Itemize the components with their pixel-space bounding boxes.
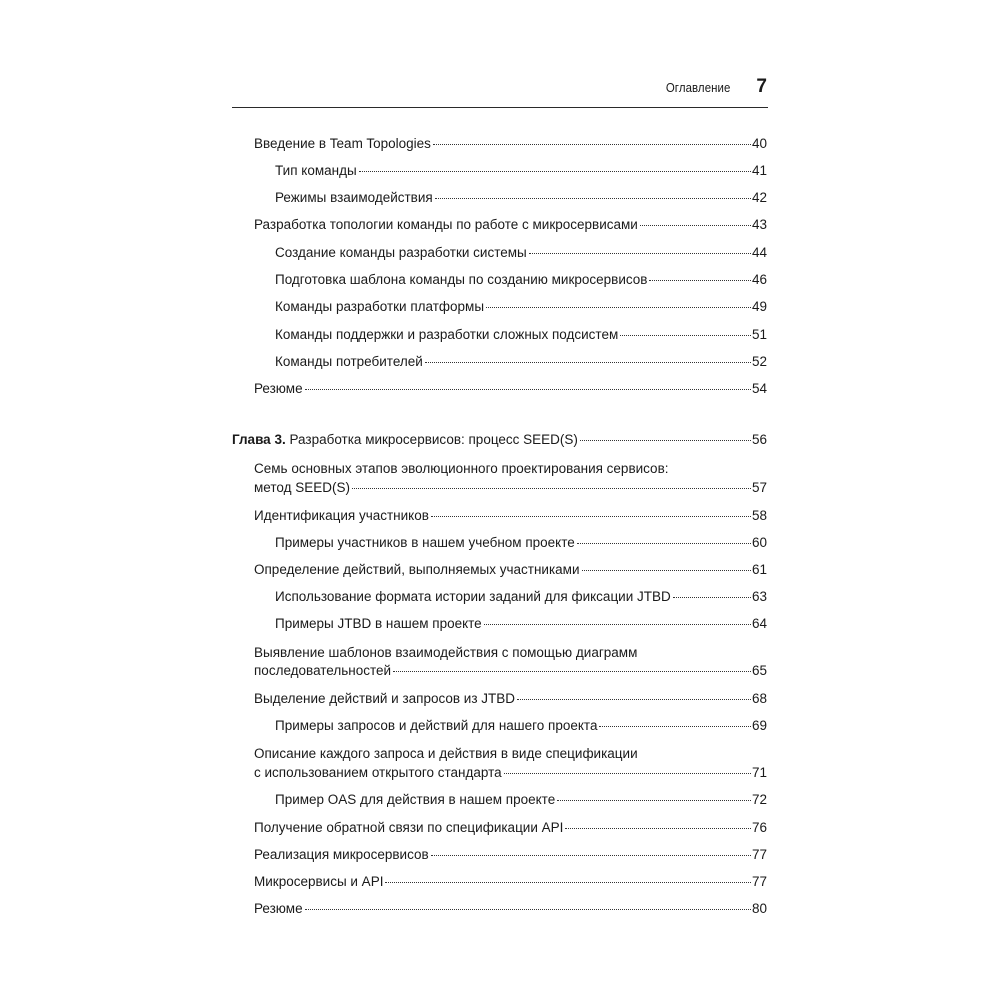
header-rule bbox=[232, 107, 768, 108]
dot-leader bbox=[352, 488, 751, 489]
dot-leader bbox=[385, 882, 751, 883]
toc-entry bbox=[254, 135, 767, 153]
toc-entry-page: 56 bbox=[751, 432, 767, 447]
toc-entry-title: Тип команды bbox=[275, 163, 357, 178]
toc-entry-page: 80 bbox=[751, 901, 767, 916]
toc-entry-page: 44 bbox=[751, 245, 767, 260]
toc-entry-title: Введение в Team Topologies bbox=[254, 136, 431, 151]
toc-entry bbox=[275, 791, 767, 809]
dot-leader bbox=[431, 516, 751, 517]
toc-entry-title: Микросервисы и API bbox=[254, 874, 384, 889]
chapter-title: Разработка микросервисов: процесс SEED(S) bbox=[289, 432, 578, 447]
toc-entry bbox=[275, 326, 767, 344]
toc-entry-page: 61 bbox=[751, 562, 767, 577]
toc-entry bbox=[275, 271, 767, 289]
toc-entry-page: 60 bbox=[751, 535, 767, 550]
dot-leader bbox=[484, 624, 751, 625]
toc-entry bbox=[254, 507, 767, 525]
toc-entry bbox=[254, 764, 767, 782]
toc-entry bbox=[275, 298, 767, 316]
dot-leader bbox=[305, 909, 751, 910]
toc-entry bbox=[254, 561, 767, 579]
dot-leader bbox=[649, 280, 751, 281]
toc-entry-page: 51 bbox=[751, 327, 767, 342]
toc-entry-title: Резюме bbox=[254, 901, 303, 916]
toc-entry bbox=[254, 819, 767, 837]
toc-entry-title: Резюме bbox=[254, 381, 303, 396]
toc-entry-page: 77 bbox=[751, 874, 767, 889]
toc-entry-page: 64 bbox=[751, 616, 767, 631]
toc-entry bbox=[254, 690, 767, 708]
toc-entry bbox=[275, 717, 767, 735]
dot-leader bbox=[529, 253, 751, 254]
dot-leader bbox=[673, 597, 751, 598]
toc-entry-title: Использование формата истории заданий для фиксации JTBD bbox=[275, 589, 671, 604]
toc-entry bbox=[275, 189, 767, 207]
chapter-label: Глава 3. bbox=[232, 432, 286, 447]
toc-entry-page: 72 bbox=[751, 792, 767, 807]
dot-leader bbox=[435, 198, 751, 199]
dot-leader bbox=[359, 171, 751, 172]
toc-entry bbox=[275, 615, 767, 633]
toc-entry-first-line: Выявление шаблонов взаимодействия с помощью диаграмм bbox=[254, 645, 638, 660]
toc-entry-title: последовательностей bbox=[254, 663, 392, 678]
toc-entry-title: Выделение действий и запросов из JTBD bbox=[254, 691, 516, 706]
dot-leader bbox=[557, 800, 751, 801]
toc-entry-title: Определение действий, выполняемых участниками bbox=[254, 562, 580, 577]
toc-entry-page: 52 bbox=[751, 354, 767, 369]
toc-entry-first-line: Семь основных этапов эволюционного проектирования сервисов: bbox=[254, 461, 669, 476]
dot-leader bbox=[393, 671, 751, 672]
toc-entry-page: 54 bbox=[751, 381, 767, 396]
toc-entry-page: 57 bbox=[751, 480, 767, 495]
toc-entry-page: 41 bbox=[751, 163, 767, 178]
dot-leader bbox=[504, 773, 751, 774]
running-header bbox=[232, 76, 768, 106]
toc-entry bbox=[254, 662, 767, 680]
toc-entry-title: Разработка топологии команды по работе с микросервисами bbox=[254, 217, 638, 232]
toc-entry-first-line: Описание каждого запроса и действия в виде спецификации bbox=[254, 746, 638, 761]
toc-entry bbox=[254, 846, 767, 864]
dot-leader bbox=[599, 726, 751, 727]
toc-entry-page: 76 bbox=[751, 820, 767, 835]
toc-entry-page: 46 bbox=[751, 272, 767, 287]
dot-leader bbox=[425, 362, 751, 363]
toc-entry-title: Команды потребителей bbox=[275, 354, 423, 369]
running-title: Оглавление bbox=[665, 80, 731, 95]
toc-entry bbox=[275, 534, 767, 552]
toc-entry-page: 71 bbox=[751, 765, 767, 780]
toc-entry-page: 68 bbox=[751, 691, 767, 706]
toc-entry bbox=[254, 873, 767, 891]
toc-entry-title: Пример OAS для действия в нашем проекте bbox=[275, 792, 556, 807]
toc-entry bbox=[254, 479, 767, 497]
toc-entry-title bbox=[232, 431, 578, 449]
toc-entry-title: Подготовка шаблона команды по созданию микросервисов bbox=[275, 272, 648, 287]
toc-entry-title: Примеры запросов и действий для нашего проекта bbox=[275, 718, 598, 733]
toc-entry bbox=[275, 244, 767, 262]
dot-leader bbox=[577, 543, 751, 544]
dot-leader bbox=[582, 570, 751, 571]
toc-entry-page: 42 bbox=[751, 190, 767, 205]
toc-entry bbox=[254, 380, 767, 398]
toc-entry bbox=[254, 900, 767, 918]
toc-entry-page: 63 bbox=[751, 589, 767, 604]
toc-entry-title: Примеры JTBD в нашем проекте bbox=[275, 616, 482, 631]
toc-entry-title: с использованием открытого стандарта bbox=[254, 765, 502, 780]
dot-leader bbox=[486, 307, 751, 308]
toc-entry-title: Создание команды разработки системы bbox=[275, 245, 527, 260]
dot-leader bbox=[517, 699, 751, 700]
dot-leader bbox=[580, 440, 751, 441]
toc-entry-title: Примеры участников в нашем учебном проекте bbox=[275, 535, 575, 550]
toc-entry bbox=[254, 216, 767, 234]
toc-entry-title: Команды разработки платформы bbox=[275, 299, 485, 314]
toc-entry-title: Получение обратной связи по спецификации API bbox=[254, 820, 564, 835]
dot-leader bbox=[305, 389, 751, 390]
toc-entry-page: 40 bbox=[751, 136, 767, 151]
toc-entry-page: 77 bbox=[751, 847, 767, 862]
toc-entry-title: Режимы взаимодействия bbox=[275, 190, 433, 205]
toc-chapter-entry bbox=[232, 431, 767, 449]
toc-entry-page: 65 bbox=[751, 663, 767, 678]
toc-entry bbox=[275, 588, 767, 606]
toc-entry-title: метод SEED(S) bbox=[254, 480, 350, 495]
dot-leader bbox=[433, 144, 751, 145]
dot-leader bbox=[565, 828, 751, 829]
toc-entry-page: 58 bbox=[751, 508, 767, 523]
toc-entry-title: Идентификация участников bbox=[254, 508, 429, 523]
toc-entry-title: Команды поддержки и разработки сложных подсистем bbox=[275, 327, 619, 342]
dot-leader bbox=[431, 855, 751, 856]
toc-entry-page: 69 bbox=[751, 718, 767, 733]
toc-entry bbox=[275, 162, 767, 180]
page-number: 7 bbox=[756, 76, 767, 97]
dot-leader bbox=[640, 225, 751, 226]
toc-entry-title: Реализация микросервисов bbox=[254, 847, 429, 862]
toc-entry bbox=[275, 353, 767, 371]
toc-entry-page: 49 bbox=[751, 299, 767, 314]
toc-entry-page: 43 bbox=[751, 217, 767, 232]
dot-leader bbox=[620, 335, 751, 336]
